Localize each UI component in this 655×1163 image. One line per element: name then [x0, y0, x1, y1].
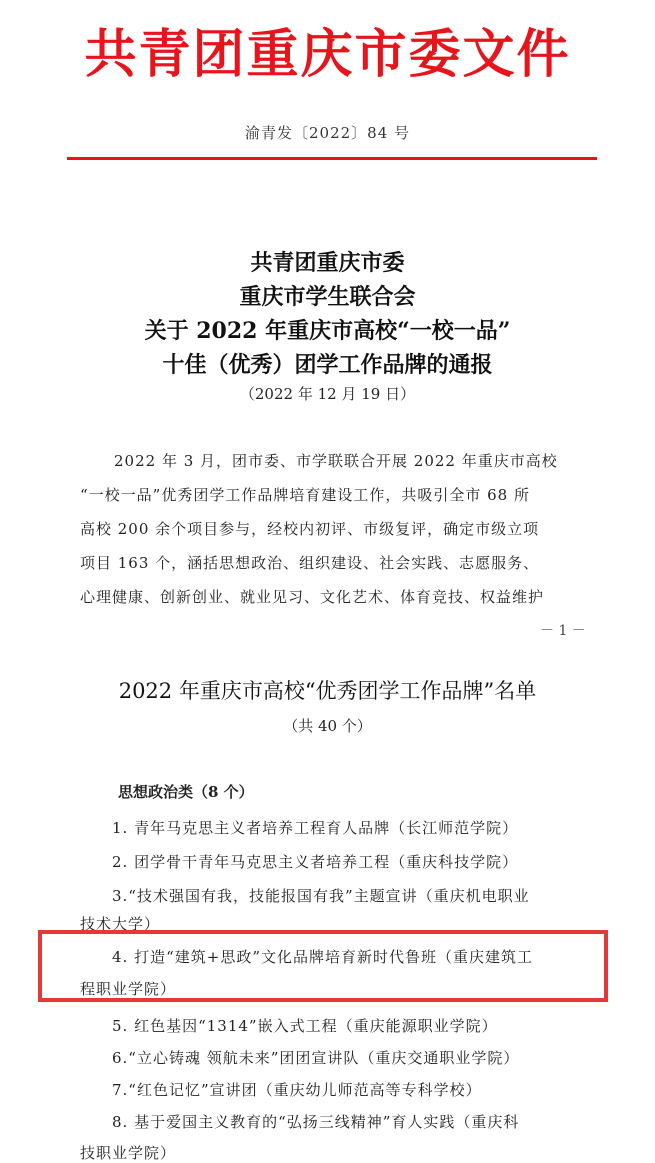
- document-masthead: 共青团重庆市委文件: [84, 25, 571, 85]
- list-item: 6.“立心铸魂 领航未来”团团宣讲队（重庆交通职业学院）: [112, 1049, 520, 1067]
- list-item: 5. 红色基因“1314”嵌入式工程（重庆能源职业学院）: [112, 1017, 498, 1035]
- list-item-continuation: 技术大学）: [80, 915, 161, 933]
- notice-date: （2022 年 12 月 19 日）: [239, 385, 416, 403]
- highlight-box: [38, 930, 608, 1002]
- list-item: 8. 基于爱国主义教育的“弘扬三线精神”育人实践（重庆科: [112, 1113, 520, 1131]
- notice-title-line-2: 重庆市学生联合会: [239, 284, 416, 310]
- list-item: 1. 青年马克思主义者培养工程育人品牌（长江师范学院）: [112, 819, 519, 837]
- body-line-4: 项目 163 个，涵括思想政治、组织建设、社会实践、志愿服务、: [80, 554, 540, 572]
- list-item: 3.“技术强国有我，技能报国有我”主题宣讲（重庆机电职业: [112, 887, 530, 905]
- list-item-continuation: 程职业学院）: [80, 980, 177, 998]
- notice-title-line-4: 十佳（优秀）团学工作品牌的通报: [162, 352, 493, 378]
- body-line-2: “一校一品”优秀团学工作品牌培育建设工作，共吸引全市 68 所: [80, 486, 530, 504]
- body-line-1: 2022 年 3 月，团市委、市学联联合开展 2022 年重庆市高校: [114, 452, 558, 470]
- list-count: （共 40 个）: [283, 717, 372, 735]
- category-heading: 思想政治类（8 个）: [118, 783, 254, 801]
- body-line-3: 高校 200 余个项目参与，经校内初评、市级复评，确定市级立项: [80, 520, 540, 538]
- list-title: 2022 年重庆市高校“优秀团学工作品牌”名单: [118, 679, 537, 703]
- page-number: － 1 －: [540, 623, 586, 639]
- list-item: 2. 团学骨干青年马克思主义者培养工程（重庆科技学院）: [112, 853, 519, 871]
- notice-title-line-3: 关于 2022 年重庆市高校“一校一品”: [144, 318, 511, 344]
- notice-title-line-1: 共青团重庆市委: [250, 250, 405, 276]
- list-item-continuation: 技职业学院）: [80, 1144, 177, 1162]
- document-number: 渝青发〔2022〕84 号: [244, 124, 411, 142]
- list-item: 4. 打造“建筑+思政”文化品牌培育新时代鲁班（重庆建筑工: [112, 948, 533, 966]
- list-item: 7.“红色记忆”宣讲团（重庆幼儿师范高等专科学校）: [112, 1081, 482, 1099]
- red-divider-rule: [67, 157, 597, 160]
- body-line-5: 心理健康、创新创业、就业见习、文化艺术、体育竞技、权益维护: [80, 588, 545, 606]
